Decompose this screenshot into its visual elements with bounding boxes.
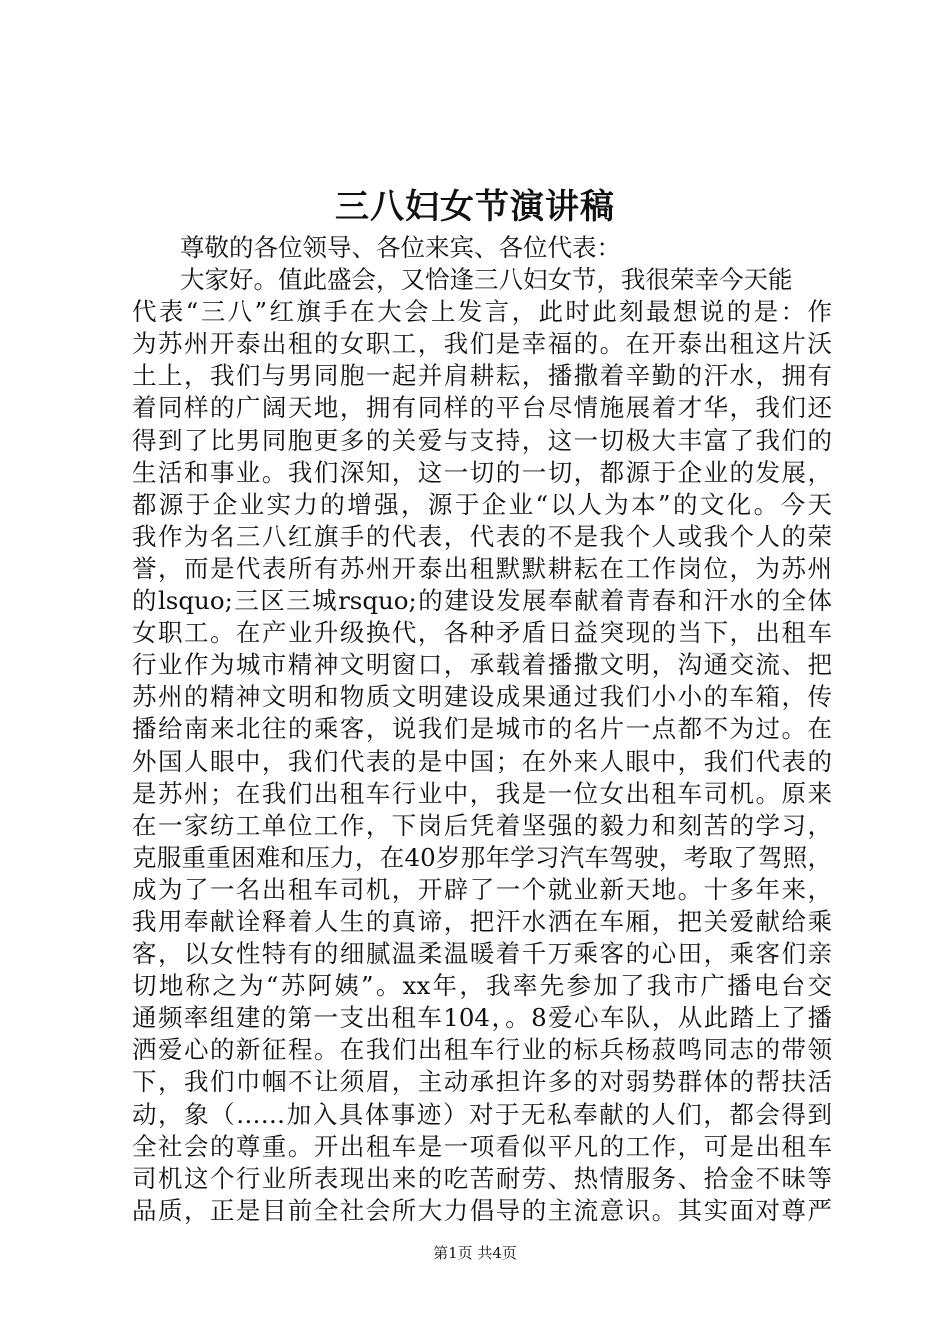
body-line: 为苏州开泰出租的女职工，我们是幸福的。在开泰出租这片沃 [132, 329, 832, 359]
body-line: 客，以女性特有的细腻温柔温暖着千万乘客的心田，乘客们亲 [132, 939, 832, 969]
body-line: 我作为名三八红旗手的代表，代表的不是我个人或我个人的荣 [132, 521, 832, 551]
body-line: 动，象（……加入具体事迹）对于无私奉献的人们，都会得到 [132, 1099, 832, 1129]
body-line: 土上，我们与男同胞一起并肩耕耘，播撒着辛勤的汗水，拥有 [132, 361, 832, 391]
document-title: 三八妇女节演讲稿 [335, 187, 615, 227]
body-line: 下，我们巾帼不让须眉，主动承担许多的对弱势群体的帮扶活 [132, 1067, 832, 1097]
body-line: 播给南来北往的乘客，说我们是城市的名片一点都不为过。在 [132, 714, 832, 744]
body-line: 我用奉献诠释着人生的真谛，把汗水洒在车厢，把关爱献给乘 [132, 906, 832, 936]
body-line: 苏州的精神文明和物质文明建设成果通过我们小小的车箱，传 [132, 682, 832, 712]
body-line: 外国人眼中，我们代表的是中国；在外来人眼中，我们代表的 [132, 746, 832, 776]
body-line: 洒爱心的新征程。在我们出租车行业的标兵杨菽鸣同志的带领 [132, 1035, 832, 1065]
page-number-footer: 第1页 共4页 [433, 1244, 517, 1262]
salutation-line: 尊敬的各位领导、各位来宾、各位代表： [180, 233, 621, 262]
body-line: 的lsquo;三区三城rsquo;的建设发展奉献着青春和汗水的全体 [132, 586, 832, 616]
body-line: 行业作为城市精神文明窗口，承载着播撒文明，沟通交流、把 [132, 650, 832, 680]
body-line: 司机这个行业所表现出来的吃苦耐劳、热情服务、拾金不昧等 [132, 1163, 832, 1193]
document-body [132, 232, 832, 1227]
body-line: 全社会的尊重。开出租车是一项看似平凡的工作，可是出租车 [132, 1131, 832, 1161]
body-line: 誉，而是代表所有苏州开泰出租默默耕耘在工作岗位，为苏州 [132, 553, 832, 583]
body-line: 女职工。在产业升级换代，各种矛盾日益突现的当下，出租车 [132, 618, 832, 648]
body-line: 生活和事业。我们深知，这一切的一切，都源于企业的发展， [132, 457, 832, 487]
body-line: 代表“三八”红旗手在大会上发言，此时此刻最想说的是：作 [132, 297, 832, 327]
body-line: 品质，正是目前全社会所大力倡导的主流意识。其实面对尊严 [132, 1195, 832, 1225]
body-line: 着同样的广阔天地，拥有同样的平台尽情施展着才华，我们还 [132, 393, 832, 423]
body-line: 切地称之为“苏阿姨”。xx年，我率先参加了我市广播电台交 [132, 971, 832, 1001]
body-line: 是苏州；在我们出租车行业中，我是一位女出租车司机。原来 [132, 778, 832, 808]
body-line: 通频率组建的第一支出租车104，。8爱心车队，从此踏上了播 [132, 1003, 832, 1033]
body-line: 大家好。值此盛会，又恰逢三八妇女节，我很荣幸今天能 [180, 265, 793, 295]
body-line: 得到了比男同胞更多的关爱与支持，这一切极大丰富了我们的 [132, 425, 832, 455]
body-line: 克服重重困难和压力，在40岁那年学习汽车驾驶，考取了驾照， [132, 842, 832, 872]
body-line: 都源于企业实力的增强，源于企业“以人为本”的文化。今天 [132, 489, 832, 519]
body-line: 在一家纺工单位工作，下岗后凭着坚强的毅力和刻苦的学习， [132, 810, 832, 840]
body-line: 成为了一名出租车司机，开辟了一个就业新天地。十多年来， [132, 874, 832, 904]
